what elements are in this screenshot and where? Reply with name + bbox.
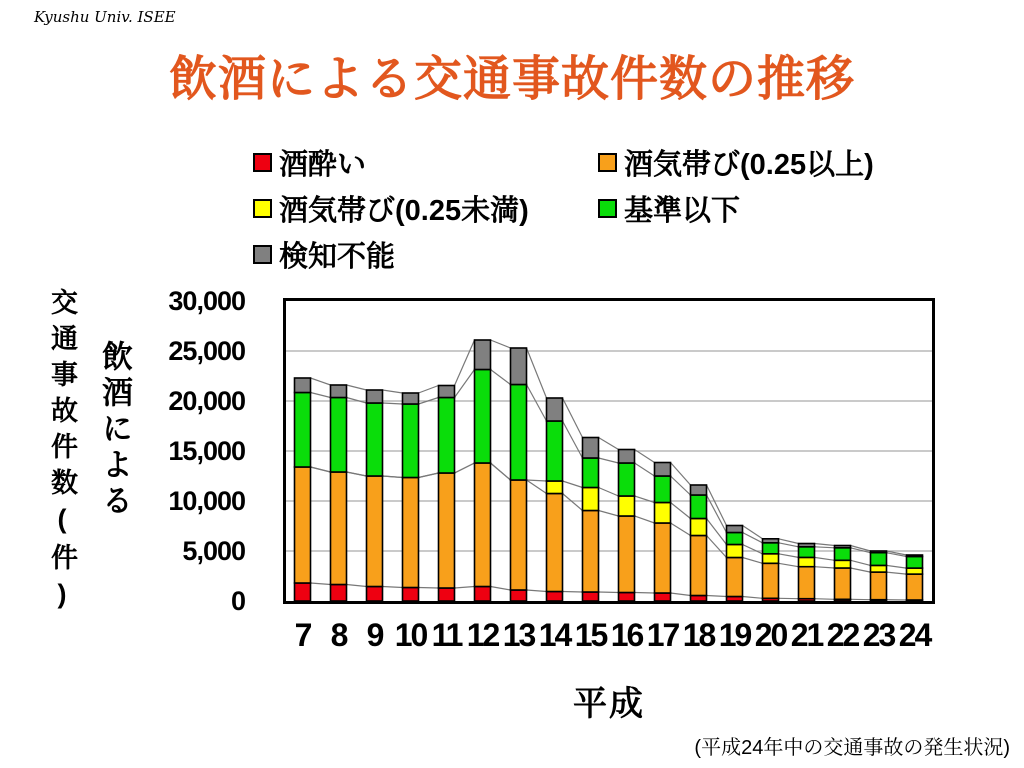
bar-segment [727, 545, 743, 558]
bar-segment [295, 583, 311, 601]
series-connector-line [347, 398, 367, 404]
bar-segment [439, 398, 455, 474]
legend-swatch-icon [253, 245, 272, 264]
bar-segment [547, 592, 563, 602]
legend-swatch-icon [253, 153, 272, 172]
bar-segment [871, 551, 887, 553]
bar-segment [655, 503, 671, 524]
series-connector-line [599, 488, 619, 497]
legend-label: 酒酔い [279, 148, 367, 181]
series-connector-line [491, 463, 511, 480]
series-connector-line [779, 554, 799, 558]
y-tick-label: 0 [230, 586, 245, 616]
legend-swatch-icon [253, 199, 272, 218]
bar-segment [583, 592, 599, 601]
bar-segment [403, 404, 419, 478]
bar-segment [799, 547, 815, 558]
series-connector-line [671, 476, 691, 495]
series-connector-line [599, 438, 619, 450]
bar-segment [727, 533, 743, 545]
bar-segment [619, 450, 635, 464]
series-connector-line [815, 547, 835, 548]
bar-segment [691, 519, 707, 536]
series-connector-line [671, 523, 691, 536]
bar-segment [871, 553, 887, 566]
series-connector-line [563, 398, 583, 438]
series-connector-line [491, 587, 511, 591]
series-connector-line [599, 511, 619, 517]
series-connector-line [311, 467, 331, 472]
bar-segment [439, 386, 455, 398]
bar-segment [871, 565, 887, 572]
series-connector-line [599, 458, 619, 463]
bar-segment [547, 421, 563, 481]
bar-segment [727, 526, 743, 533]
series-connector-line [815, 557, 835, 560]
series-connector-line [527, 480, 547, 494]
x-tick-label: 22 [826, 617, 859, 653]
bar-segment [619, 593, 635, 602]
series-connector-line [311, 378, 331, 385]
bar-segment [475, 370, 491, 464]
legend-label: 酒気帯び(0.25以上) [624, 148, 874, 181]
y-tick-label: 5,000 [182, 536, 245, 566]
series-connector-line [527, 480, 547, 481]
x-tick-label: 17 [646, 617, 679, 653]
bar-segment [367, 390, 383, 403]
bar-segment [835, 546, 851, 548]
series-connector-line [491, 370, 511, 385]
bar-segment [295, 393, 311, 468]
series-connector-line [563, 592, 583, 593]
series-connector-line [599, 592, 619, 593]
series-connector-line [563, 481, 583, 488]
bar-segment [367, 587, 383, 602]
bar-segment [691, 485, 707, 495]
series-connector-line [671, 593, 691, 596]
y-axis-label-inner: 飲酒による [97, 340, 132, 520]
source-caption: (平成24年中の交通事故の発生状況) [694, 737, 1010, 759]
series-connector-line [347, 472, 367, 476]
bar-segment [871, 572, 887, 600]
series-connector-line [419, 386, 439, 394]
legend-item [253, 190, 529, 226]
x-tick-label: 18 [682, 617, 715, 653]
series-connector-line [887, 565, 907, 568]
series-connector-line [455, 463, 475, 473]
x-tick-label: 24 [898, 617, 931, 653]
series-connector-line [311, 583, 331, 585]
series-connector-line [383, 587, 403, 588]
bar-segment [655, 593, 671, 601]
series-connector-line [851, 568, 871, 572]
bar-segment [763, 543, 779, 554]
x-axis-title: 平成 [573, 685, 645, 723]
bar-segment [691, 596, 707, 602]
page-title: 飲酒による交通事故件数の推移 [168, 53, 855, 106]
x-tick-label: 21 [790, 617, 823, 653]
series-connector-line [887, 572, 907, 574]
bar-segment [907, 557, 923, 569]
bar-segment [331, 585, 347, 602]
bar-segment [295, 378, 311, 393]
series-connector-line [743, 533, 763, 543]
bar-segment [619, 496, 635, 516]
bar-segment [511, 590, 527, 601]
series-connector-line [311, 393, 331, 398]
series-connector-line [743, 597, 763, 599]
series-connector-line [383, 390, 403, 393]
y-tick-label: 20,000 [168, 386, 245, 416]
bar-segment [763, 539, 779, 543]
legend-swatch-icon [598, 199, 617, 218]
series-connector-line [707, 485, 727, 526]
series-connector-line [455, 340, 475, 386]
bar-segment [835, 560, 851, 568]
y-tick-label: 15,000 [168, 436, 245, 466]
legend-label: 酒気帯び(0.25未満) [279, 194, 529, 227]
series-connector-line [383, 476, 403, 478]
bar-segment [907, 568, 923, 574]
x-tick-label: 15 [574, 617, 607, 653]
series-connector-line [563, 494, 583, 511]
bar-segment [655, 523, 671, 593]
x-tick-label: 20 [754, 617, 787, 653]
bar-segment [583, 458, 599, 488]
y-axis-label-outer: 交通事故件数(件) [47, 288, 77, 618]
bar-segment [547, 398, 563, 421]
bar-segment [511, 385, 527, 481]
bar-segment [547, 481, 563, 494]
bar-segment [799, 544, 815, 547]
bar-segment [475, 463, 491, 587]
bar-segment [763, 554, 779, 564]
series-connector-line [779, 563, 799, 566]
bar-segment [547, 494, 563, 592]
bar-segment [907, 555, 923, 557]
series-connector-line [815, 544, 835, 546]
bar-segment [727, 558, 743, 597]
bar-segment [367, 476, 383, 587]
bar-segment [763, 563, 779, 598]
bar-segment [907, 574, 923, 600]
x-tick-label: 8 [330, 617, 347, 653]
series-connector-line [851, 560, 871, 565]
bar-segment [799, 567, 815, 599]
series-connector-line [419, 473, 439, 478]
bar-segment [691, 536, 707, 596]
legend-label: 検知不能 [279, 240, 396, 273]
x-tick-label: 14 [538, 617, 571, 653]
bar-segment [691, 495, 707, 519]
bar-segment [619, 516, 635, 593]
legend-swatch-icon [598, 153, 617, 172]
bar-segment [619, 463, 635, 496]
bar-segment [475, 587, 491, 602]
x-tick-label: 11 [431, 617, 462, 653]
series-connector-line [635, 593, 655, 594]
series-connector-line [671, 463, 691, 486]
series-connector-line [635, 463, 655, 476]
university-credit: Kyushu Univ. ISEE [34, 8, 176, 26]
bar-segment [655, 463, 671, 477]
series-connector-line [743, 545, 763, 554]
legend-item [598, 190, 740, 226]
legend-item [598, 144, 874, 180]
bar-segment [331, 472, 347, 585]
series-connector-line [815, 567, 835, 568]
bar-segment [367, 403, 383, 476]
bar-segment [331, 385, 347, 398]
x-tick-label: 13 [502, 617, 535, 653]
y-tick-label: 30,000 [168, 286, 245, 316]
series-connector-line [743, 526, 763, 539]
series-connector-line [419, 588, 439, 589]
bar-segment [403, 393, 419, 404]
series-connector-line [563, 421, 583, 458]
y-tick-label: 25,000 [168, 336, 245, 366]
series-connector-line [635, 516, 655, 523]
series-connector-line [455, 370, 475, 398]
series-connector-line [347, 585, 367, 587]
bar-segment [475, 340, 491, 370]
series-connector-line [347, 385, 367, 390]
series-connector-line [707, 519, 727, 545]
bar-segment [655, 476, 671, 503]
bar-segment [439, 588, 455, 601]
bar-segment [403, 478, 419, 588]
bar-segment [583, 438, 599, 459]
series-connector-line [815, 599, 835, 600]
bar-segment [583, 488, 599, 511]
bar-segment [835, 568, 851, 599]
series-connector-line [707, 536, 727, 558]
series-connector-line [707, 596, 727, 597]
legend-item [253, 236, 395, 272]
bar-segment [835, 548, 851, 561]
legend-item [253, 144, 366, 180]
series-connector-line [383, 403, 403, 404]
series-connector-line [455, 587, 475, 589]
x-tick-label: 16 [610, 617, 643, 653]
x-tick-label: 23 [862, 617, 895, 653]
y-tick-label: 10,000 [168, 486, 245, 516]
x-tick-label: 10 [394, 617, 427, 653]
x-tick-label: 9 [366, 617, 383, 653]
x-tick-label: 12 [466, 617, 499, 653]
bar-segment [511, 480, 527, 590]
series-connector-line [527, 590, 547, 592]
bar-segment [583, 511, 599, 593]
x-tick-label: 7 [294, 617, 311, 653]
bar-segment [511, 348, 527, 385]
bar-segment [331, 398, 347, 473]
legend-label: 基準以下 [624, 194, 741, 227]
bar-segment [799, 557, 815, 566]
stacked-bar-chart [283, 298, 935, 604]
series-connector-line [491, 340, 511, 348]
series-connector-line [671, 503, 691, 519]
bar-segment [403, 588, 419, 602]
bar-segment [439, 473, 455, 588]
bar-segment [295, 467, 311, 583]
series-connector-line [743, 558, 763, 564]
x-tick-label: 19 [718, 617, 751, 653]
